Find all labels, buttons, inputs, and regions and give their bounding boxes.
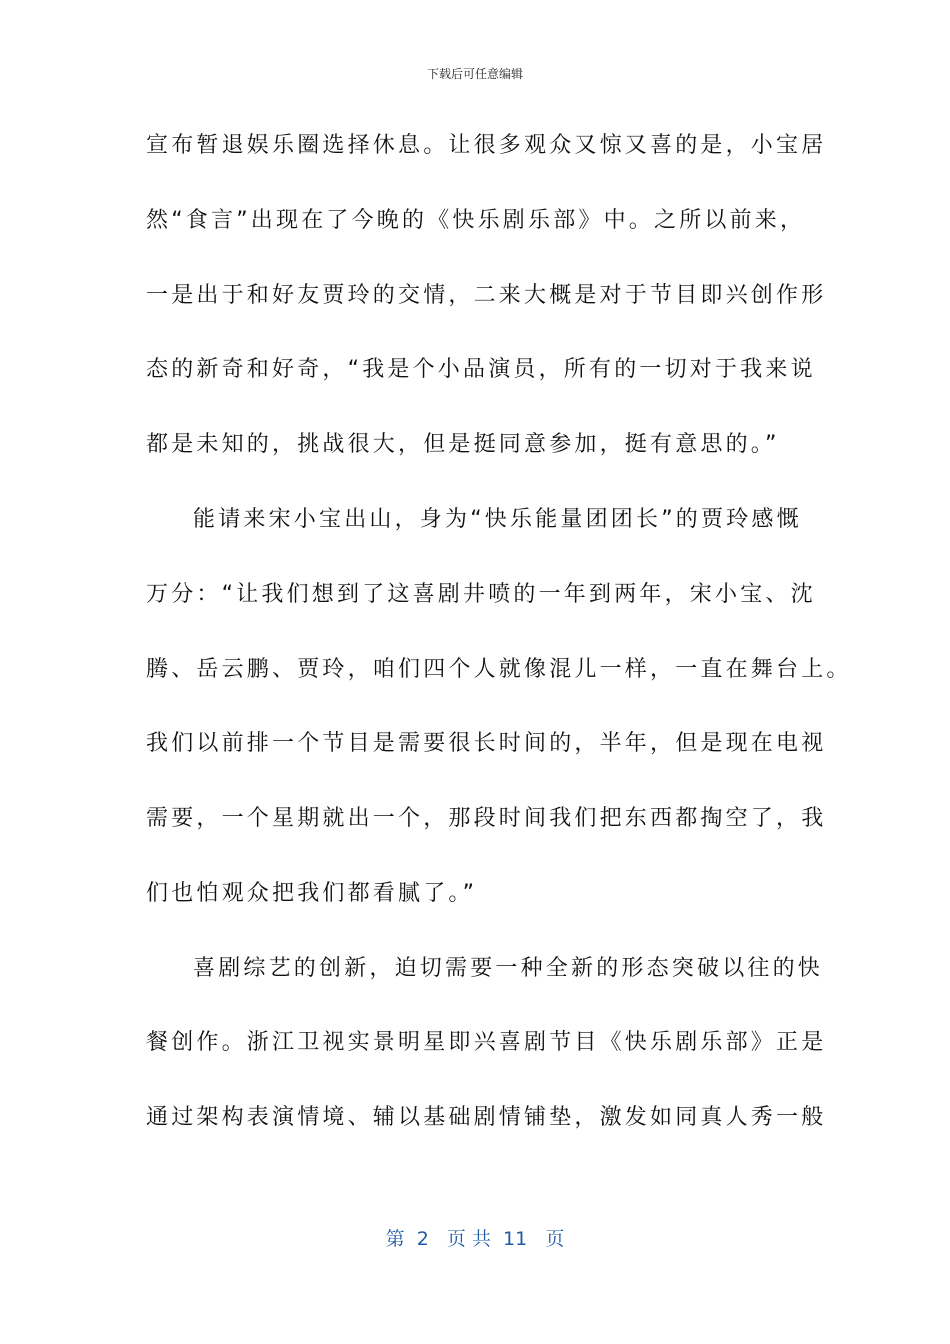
text-line: 态的新奇和好奇，“我是个小品演员，所有的一切对于我来说 <box>146 357 816 382</box>
page-number-footer: 第 2 页 共 11 页 <box>385 1228 565 1250</box>
text-line: 然“食言”出现在了今晚的《快乐剧乐部》中。之所以前来， <box>146 208 806 233</box>
paragraph-start-line: 能请来宋小宝出山，身为“快乐能量团团长”的贾玲感慨 <box>193 507 802 532</box>
text-line: 我们以前排一个节目是需要很长时间的，半年，但是现在电视 <box>146 731 827 756</box>
text-line: 一是出于和好友贾玲的交情，二来大概是对于节目即兴创作形 <box>146 283 827 308</box>
text-line: 腾、岳云鹏、贾玲，咱们四个人就像混儿一样，一直在舞台上。 <box>146 657 852 682</box>
text-line: 通过架构表演情境、辅以基础剧情铺垫，激发如同真人秀一般 <box>146 1105 827 1130</box>
text-line: 餐创作。浙江卫视实景明星即兴喜剧节目《快乐剧乐部》正是 <box>146 1030 827 1055</box>
text-line: 们也怕观众把我们都看腻了。” <box>146 881 478 906</box>
page-header-note: 下载后可任意编辑 <box>426 67 523 81</box>
text-line: 都是未知的，挑战很大，但是挺同意参加，挺有意思的。” <box>146 432 780 457</box>
text-line: 宣布暂退娱乐圈选择休息。让很多观众又惊又喜的是，小宝居 <box>146 133 827 158</box>
paragraph-start-line: 喜剧综艺的创新，迫切需要一种全新的形态突破以往的快 <box>193 956 824 981</box>
text-line: 需要，一个星期就出一个，那段时间我们把东西都掏空了，我 <box>146 806 827 831</box>
text-line: 万分：“让我们想到了这喜剧井喷的一年到两年，宋小宝、沈 <box>146 582 816 607</box>
